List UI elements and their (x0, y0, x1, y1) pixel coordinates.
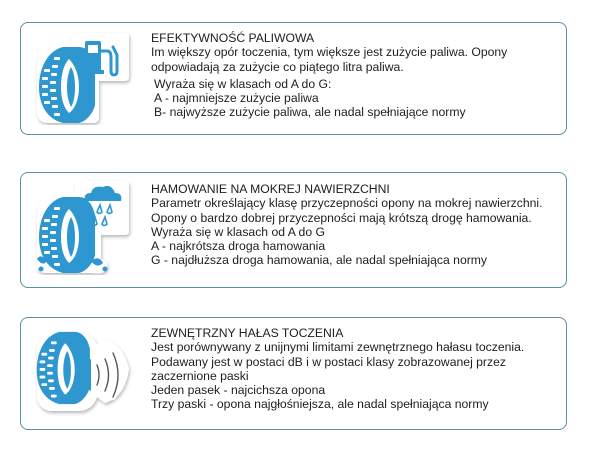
class-worst-line: Trzy paski - opona najgłośniejsza, ale nadal spełniająca normy (151, 397, 489, 412)
section-title: HAMOWANIE NA MOKREJ NAWIERZCHNI (151, 182, 390, 196)
fuel-efficiency-card (20, 22, 567, 135)
tire-fuel-pump-icon (33, 25, 133, 125)
class-range-line: Wyraża się w klasach od A do G (151, 224, 325, 239)
section-title: ZEWNĘTRZNY HAŁAS TOCZENIA (151, 326, 344, 340)
class-worst-line: B- najwyższe zużycie paliwa, ale nadal spełniające normy (154, 105, 466, 120)
class-best-line: A - najkrótsza droga hamowania (151, 239, 326, 254)
class-worst-line: G - najdłuższa droga hamowania, ale nadal spełniająca normy (151, 253, 488, 268)
class-best-line: A - najmniejsze zużycie paliwa (154, 91, 319, 106)
wet-braking-card (20, 172, 567, 288)
rolling-noise-text (151, 326, 524, 412)
description-line: odpowiadają za zużycie co piątego litra paliwa. (151, 59, 404, 74)
class-best-line: Jeden pasek - najcichsza opona (151, 383, 326, 398)
description-line: Im większy opór toczenia, tym większe jest zużycie paliwa. Opony (151, 45, 508, 60)
fuel-efficiency-text (151, 31, 507, 120)
description-line: Jest porównywany z unijnymi limitami zewnętrznego hałasu toczenia. (151, 340, 525, 355)
description-line: Parametr określający klasę przyczepności opony na mokrej nawierzchni. (151, 196, 543, 211)
tire-noise-icon (33, 319, 133, 419)
description-line: Opony o bardzo dobrej przyczepności mają krótszą drogę hamowania. (151, 210, 532, 225)
wet-braking-text (151, 182, 543, 268)
description-line: Podawany jest w postaci dB i w postaci klasy zobrazowanej przez (151, 354, 506, 369)
tire-rain-icon (33, 175, 133, 275)
description-line: zaczernione paski (151, 368, 249, 383)
class-range-line: Wyraża się w klasach od A do G: (154, 76, 332, 91)
rolling-noise-card (20, 317, 567, 430)
section-title: EFEKTYWNOŚĆ PALIWOWA (151, 31, 315, 45)
